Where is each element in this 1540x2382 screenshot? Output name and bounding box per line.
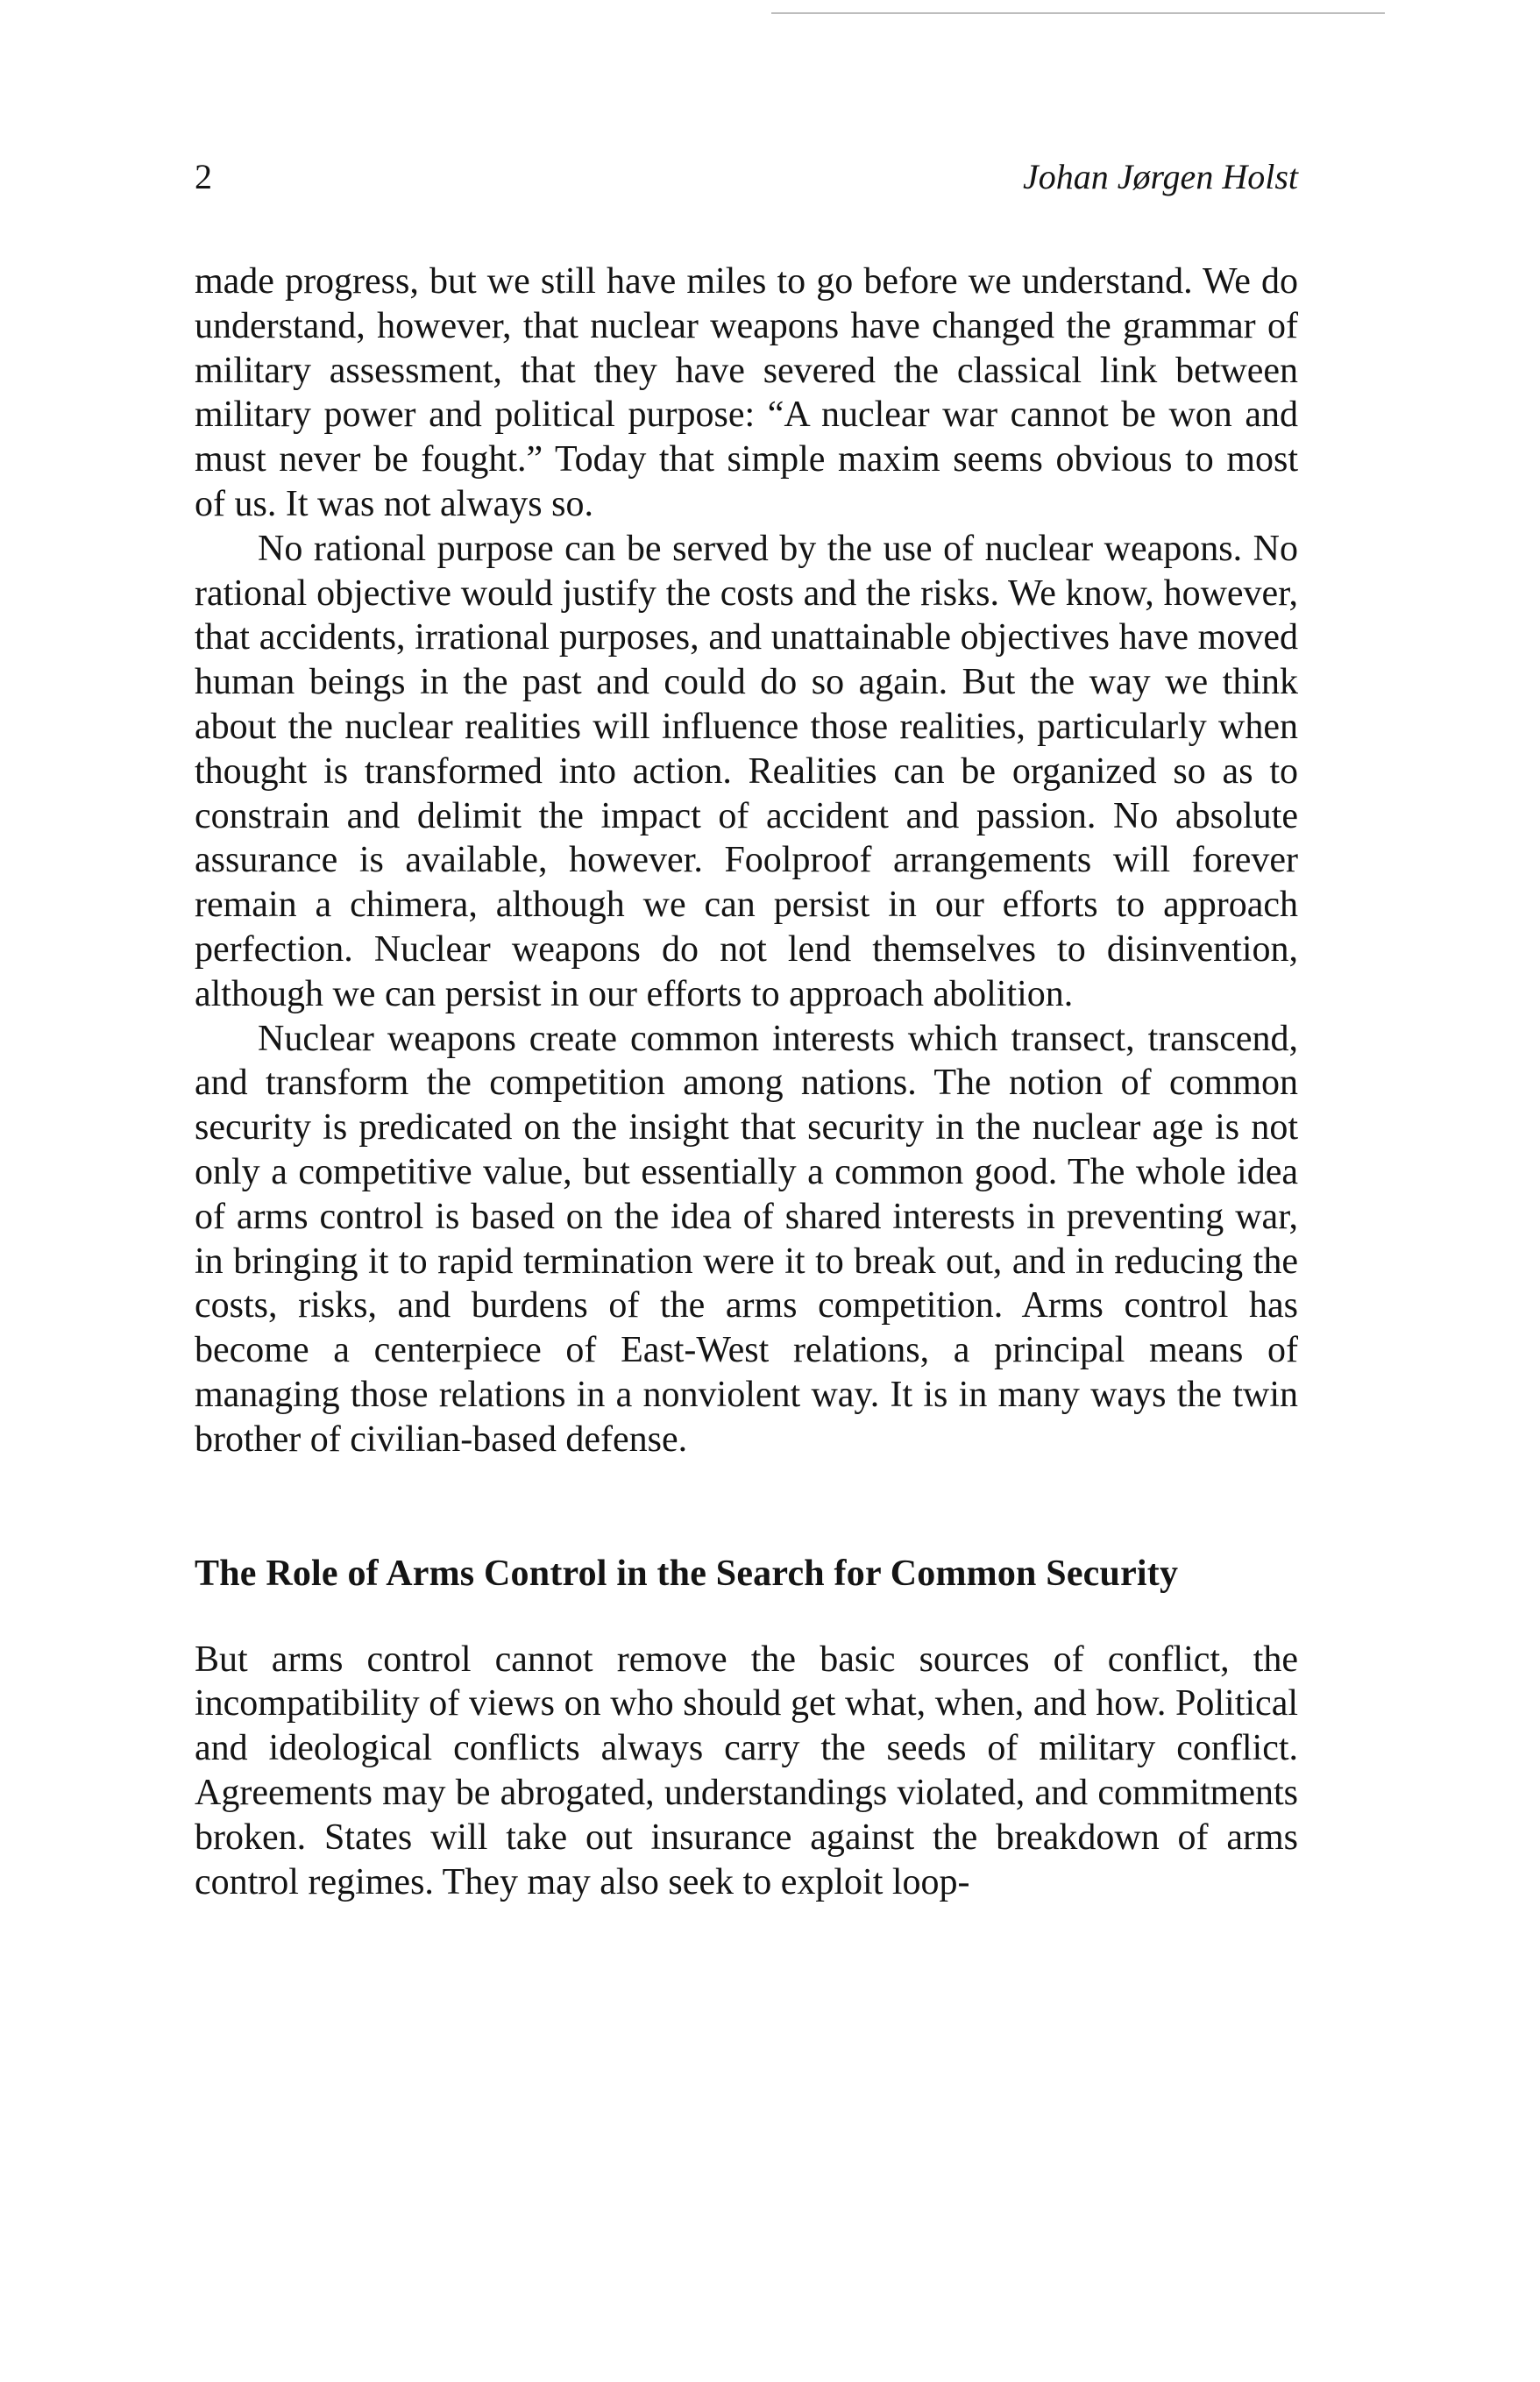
body-text bbox=[195, 260, 1298, 1904]
scan-top-rule bbox=[771, 12, 1385, 14]
paragraph-arms-control-limits: But arms control cannot remove the basic sources of conflict, the incompatibility of views on who should get what, when, and how. Political and ideological conflicts always carry the seeds of military conflict. Agreements may be abrogated, understandings violated, and commitments broken. States will take out insurance against the breakdown of arms control regimes. They may also seek to exploit loop- bbox=[195, 1639, 1298, 1902]
paragraph-common-interests: Nuclear weapons create common interests which transect, transcend, and transform the competition among nations. The notion of common security is predicated on the insight that security in the nuclear age is not only a competitive value, but essentially a common good. The whole idea of arms control is based on the idea of shared interests in preventing war, in bringing it to rapid termination were it to break out, and in reducing the costs, risks, and burdens of the arms competition. Arms control has become a centerpiece of East-West relations, a principal means of managing those relations in a nonviolent way. It is in many ways the twin brother of civilian-based defense. bbox=[195, 1018, 1298, 1460]
running-title: Johan Jørgen Holst bbox=[1022, 157, 1298, 196]
page-number: 2 bbox=[195, 157, 212, 196]
running-head bbox=[195, 156, 1298, 209]
paragraph-rational-purpose: No rational purpose can be served by the use of nuclear weapons. No rational objective would justify the costs and the risks. We know, however, that accidents, irrational purposes, and unattainable objectives have moved human beings in the past and could do so again. But the way we think about the nuclear realities will influence those realities, particularly when thought is transformed into action. Realities can be organized so as to constrain and delimit the impact of accident and passion. No absolute assurance is available, however. Foolproof arrangements will forever remain a chimera, although we can persist in our efforts to approach perfection. Nuclear weapons do not lend themselves to disinvention, although we can persist in our efforts to approach abolition. bbox=[195, 528, 1298, 1014]
paragraph-continuation: made progress, but we still have miles to go before we understand. We do understand, however, that nuclear weapons have changed the grammar of military assessment, that they have severed the classical link between military power and political purpose: “A nuclear war cannot be won and must never be fought.” Today that simple maxim seems obvious to most of us. It was not always so. bbox=[195, 261, 1298, 524]
section-heading: The Role of Arms Control in the Search for Common Security bbox=[195, 1553, 1179, 1594]
